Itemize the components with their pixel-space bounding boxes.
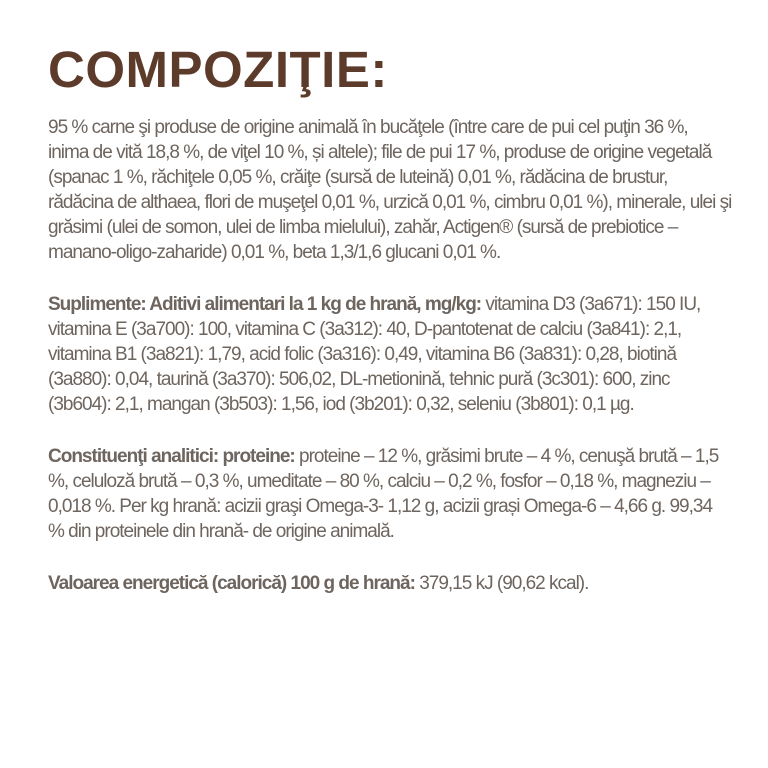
ingredients-paragraph: [48, 115, 732, 265]
energy-value-label: Valoarea energetică (calorică) 100 g de hrană:: [48, 573, 415, 594]
ingredients-text: 95 % carne şi produse de origine animală în bucăţele (între care de pui cel puţin 36 %, inima de vită 18,8 %, de viţel 10 %, și altele); file de pui 17 %, produse de origine vegetală (spanac 1 %, răchiţele 0,05 %, crăiţe (sursă de luteină) 0,01 %, rădăcina de brustur, rădăcina de althaea, flori de muşeţel 0,01 %, urzică 0,01 %, cimbru 0,01 %), minerale, ulei şi grăsimi (ulei de somon, ulei de limba mielului), zahăr, Actigen® (sursă de prebiotice – manano-oligo-zaharide) 0,01 %, beta 1,3/1,6 glucani 0,01 %.: [48, 117, 732, 263]
supplements-paragraph: [48, 292, 732, 417]
supplements-text: vitamina D3 (3a671): 150 IU, vitamina E (3a700): 100, vitamina C (3a312): 40, D-pantotenat de calciu (3a841): 2,1, vitamina B1 (3a821): 1,79, acid folic (3a316): 0,49, vitamina B6 (3a831): 0,28, biotină (3a880): 0,04, taurină (3a370): 506,02, DL-metionină, tehnic pură (3c301): 600, zinc (3b604): 2,1, mangan (3b503): 1,56, iod (3b201): 0,32, seleniu (3b801): 0,1 µg.: [48, 294, 701, 415]
analytical-constituents-text: proteine – 12 %, grăsimi brute – 4 %, cenuşă brută – 1,5 %, celuloză brută – 0,3 %, umeditate – 80 %, calciu – 0,2 %, fosfor – 0,18 %, magneziu – 0,018 %. Per kg hrană: acizii graşi Omega-3- 1,12 g, acizii grași Omega-6 – 4,66 g. 99,34 % din proteinele din hrană- de origine animală.: [48, 446, 719, 542]
analytical-constituents-paragraph: [48, 444, 732, 544]
supplements-label: Suplimente: Aditivi alimentari la 1 kg de hrană, mg/kg:: [48, 294, 482, 315]
analytical-constituents-label: Constituenţi analitici: proteine:: [48, 446, 295, 467]
energy-value-paragraph: [48, 571, 732, 596]
energy-value-text: 379,15 kJ (90,62 kcal).: [414, 573, 589, 594]
page-title: COMPOZIŢIE:: [48, 41, 388, 98]
